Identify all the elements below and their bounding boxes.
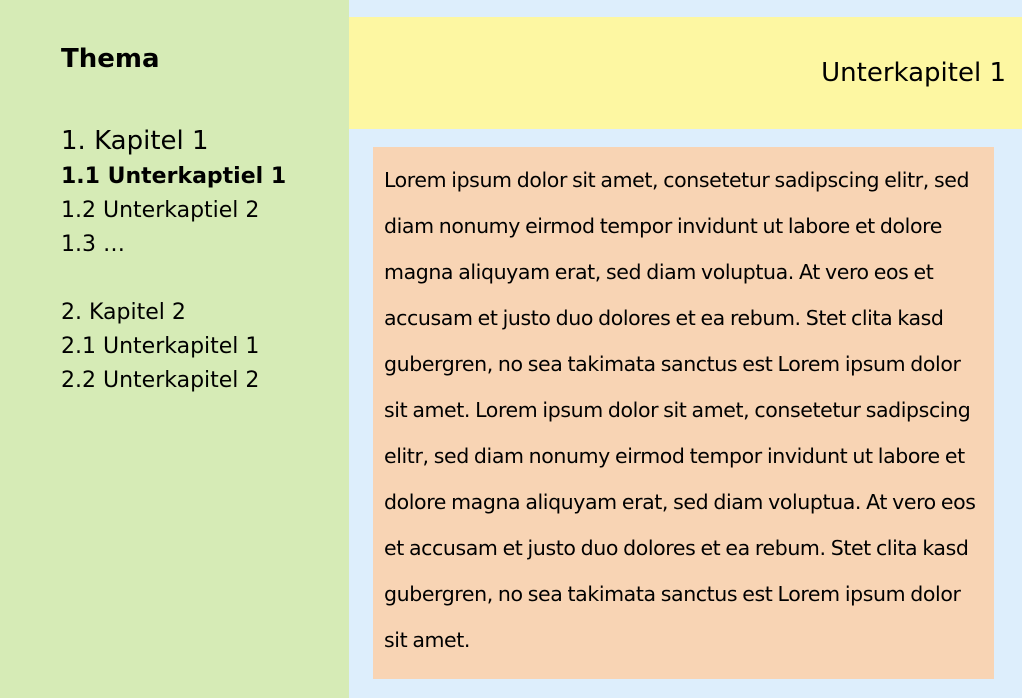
page-header <box>349 17 1022 129</box>
content-box <box>373 147 994 679</box>
page-title: Unterkapitel 1 <box>821 58 1006 88</box>
toc-item-section-1-3[interactable]: 1.3 … <box>61 232 125 257</box>
toc-item-chapter-1[interactable]: 1. Kapitel 1 <box>61 126 209 156</box>
main-area <box>349 0 1022 698</box>
content-text: Lorem ipsum dolor sit amet, consetetur sadipscing elitr, sed diam nonumy eirmod tempor invidunt ut labore et dolore magna aliquyam erat, sed diam voluptua. At vero eos et accusam et justo duo dolores et ea rebum. Stet clita kasd gubergren, no sea takimata sanctus est Lorem ipsum dolor sit amet. Lorem ipsum dolor sit amet, consetetur sadipscing elitr, sed diam nonumy eirmod tempor invidunt ut labore et dolore magna aliquyam erat, sed diam voluptua. At vero eos et accusam et justo duo dolores et ea rebum. Stet clita kasd gubergren, no sea takimata sanctus est Lorem ipsum dolor sit amet. <box>384 168 976 652</box>
sidebar-title: Thema <box>61 44 160 74</box>
toc-item-section-2-2[interactable]: 2.2 Unterkapitel 2 <box>61 368 260 393</box>
toc-item-section-1-1[interactable]: 1.1 Unterkaptiel 1 <box>61 164 287 189</box>
toc-item-section-1-2[interactable]: 1.2 Unterkaptiel 2 <box>61 198 260 223</box>
toc-item-chapter-2[interactable]: 2. Kapitel 2 <box>61 300 186 325</box>
sidebar-navigation <box>0 0 349 698</box>
toc-item-section-2-1[interactable]: 2.1 Unterkapitel 1 <box>61 334 260 359</box>
